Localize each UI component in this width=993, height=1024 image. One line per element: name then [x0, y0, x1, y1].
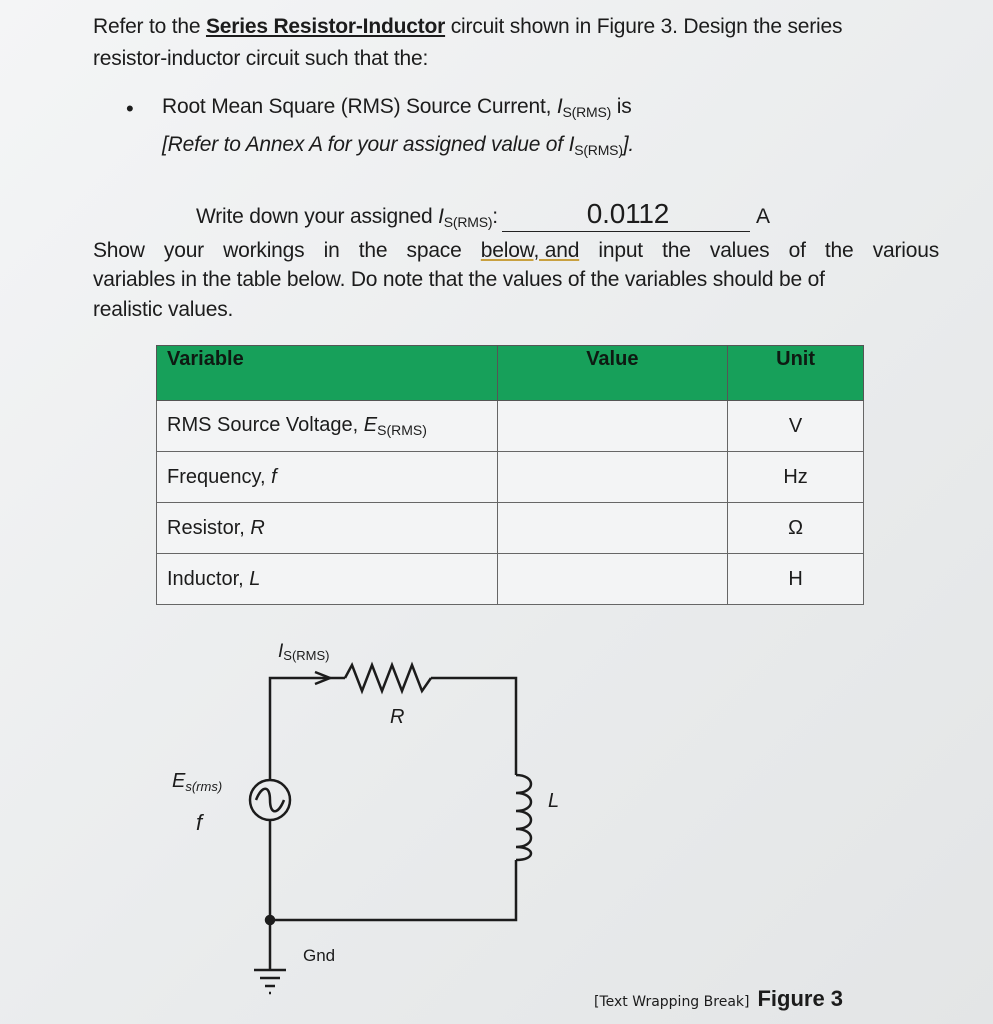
bullet-annex-note: [Refer to Annex A for your assigned value of $I_{S(RMS)}$].	[162, 133, 635, 158]
rl-circuit-diagram	[160, 635, 580, 1005]
current-label: IS(RMS)	[278, 641, 330, 663]
header-variable: Variable	[157, 346, 498, 401]
intro-line-1: Refer to the Series Resistor-Inductor circuit shown in Figure 3. Design the series	[93, 15, 843, 38]
variables-table	[156, 345, 864, 605]
ground-label: Gnd	[303, 946, 336, 965]
header-unit: Unit	[728, 346, 864, 401]
intro-line-2: resistor-inductor circuit such that the:	[93, 47, 429, 70]
value-cell-voltage[interactable]	[497, 401, 728, 452]
wire-right-top	[431, 678, 516, 775]
wire-left-top	[270, 678, 345, 780]
table-row	[157, 401, 864, 452]
frequency-label: f	[196, 810, 203, 835]
source-label: $E_{s(rms)}$	[172, 770, 223, 794]
instructions-line-1: Show your workings in the space below, and input the values of the various	[93, 239, 939, 262]
ground-node-dot	[266, 916, 274, 924]
figure-caption	[594, 986, 843, 1012]
row-unit: H	[728, 554, 864, 605]
inductor-label: L	[548, 790, 560, 812]
instructions-line-2: variables in the table below. Do note that the values of the variables should be of	[93, 268, 825, 291]
assigned-current: Write down your assigned $I_{S(RMS)}$: 0.0112 A	[196, 198, 770, 230]
value-cell-resistor[interactable]	[497, 503, 728, 554]
resistor-label: R	[390, 706, 405, 728]
row-unit: V	[728, 401, 864, 452]
value-cell-frequency[interactable]	[497, 452, 728, 503]
series-rl-link: Series Resistor-Inductor	[205, 15, 446, 38]
value-cell-inductor[interactable]	[497, 554, 728, 605]
table-header-row	[157, 346, 864, 401]
sine-icon	[256, 789, 284, 812]
text-wrapping-break: [Text Wrapping Break]	[594, 994, 750, 1010]
row-variable: Inductor, L	[157, 554, 498, 605]
wire-bottom	[270, 860, 516, 920]
header-value: Value	[497, 346, 728, 401]
row-variable: Frequency, f	[157, 452, 498, 503]
figure-label: Figure 3	[757, 986, 844, 1011]
bullet-current: Root Mean Square (RMS) Source Current, $I_{S(RMS)}$ is	[162, 95, 632, 120]
inductor-symbol	[516, 775, 531, 860]
row-unit: Hz	[728, 452, 864, 503]
row-unit: Ω	[728, 503, 864, 554]
ground-icon	[254, 970, 286, 993]
assigned-current-unit: A	[755, 205, 770, 228]
table-row	[157, 554, 864, 605]
bullet-dot: •	[126, 96, 134, 121]
table-row	[157, 452, 864, 503]
row-variable: RMS Source Voltage, $E_{S(RMS)}$	[157, 401, 498, 452]
row-variable: Resistor, R	[157, 503, 498, 554]
table-row	[157, 503, 864, 554]
instructions-line-3: realistic values.	[93, 298, 234, 321]
resistor-symbol	[345, 665, 431, 691]
assigned-current-value: 0.0112	[538, 199, 718, 232]
